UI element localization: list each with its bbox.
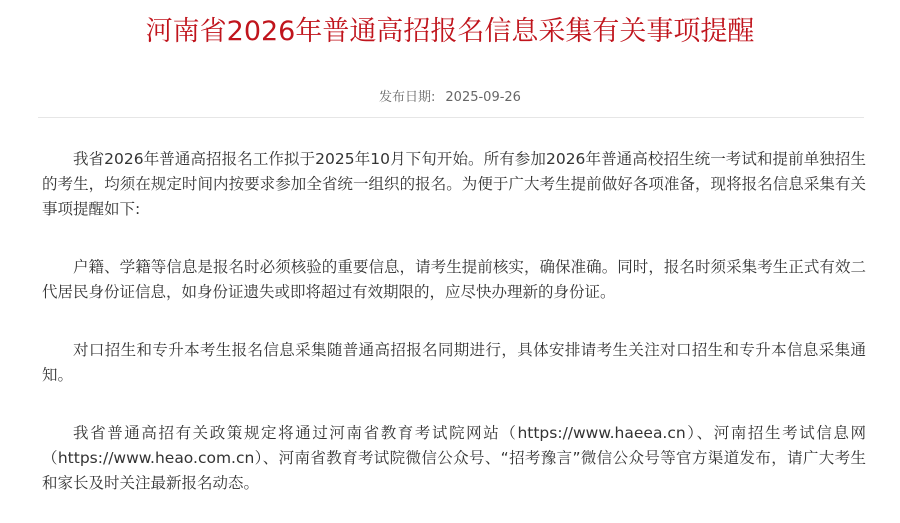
article-body bbox=[42, 147, 866, 523]
publish-date: 2025-09-26 bbox=[445, 90, 521, 105]
title-divider bbox=[38, 117, 864, 118]
body-paragraph: 对口招生和专升本考生报名信息采集随普通高招报名同期进行，具体安排请考生关注对口招生和专升本信息采集通知。 bbox=[42, 341, 866, 384]
publish-date-label: 发布日期: bbox=[379, 90, 436, 105]
publish-meta bbox=[0, 88, 900, 108]
body-paragraph: 户籍、学籍等信息是报名时必须核验的重要信息，请考生提前核实，确保准确。同时，报名时须采集考生正式有效二代居民身份证信息，如身份证遗失或即将超过有效期限的，应尽快办理新的身份证。 bbox=[42, 258, 866, 301]
article-title: 河南省2026年普通高招报名信息采集有关事项提醒 bbox=[145, 16, 755, 47]
body-paragraph: 我省普通高招有关政策规定将通过河南省教育考试院网站（https://www.haeea.cn）、河南招生考试信息网（https://www.heao.com.cn）、河南省教育考试院微信公众号、“招考豫言”微信公众号等官方渠道发布，请广大考生和家长及时关注最新报名动态。 bbox=[42, 424, 866, 492]
body-paragraph: 我省2026年普通高招报名工作拟于2025年10月下旬开始。所有参加2026年普通高校招生统一考试和提前单独招生的考生，均须在规定时间内按要求参加全省统一组织的报名。为便于广大考生提前做好各项准备，现将报名信息采集有关事项提醒如下: bbox=[42, 150, 866, 218]
